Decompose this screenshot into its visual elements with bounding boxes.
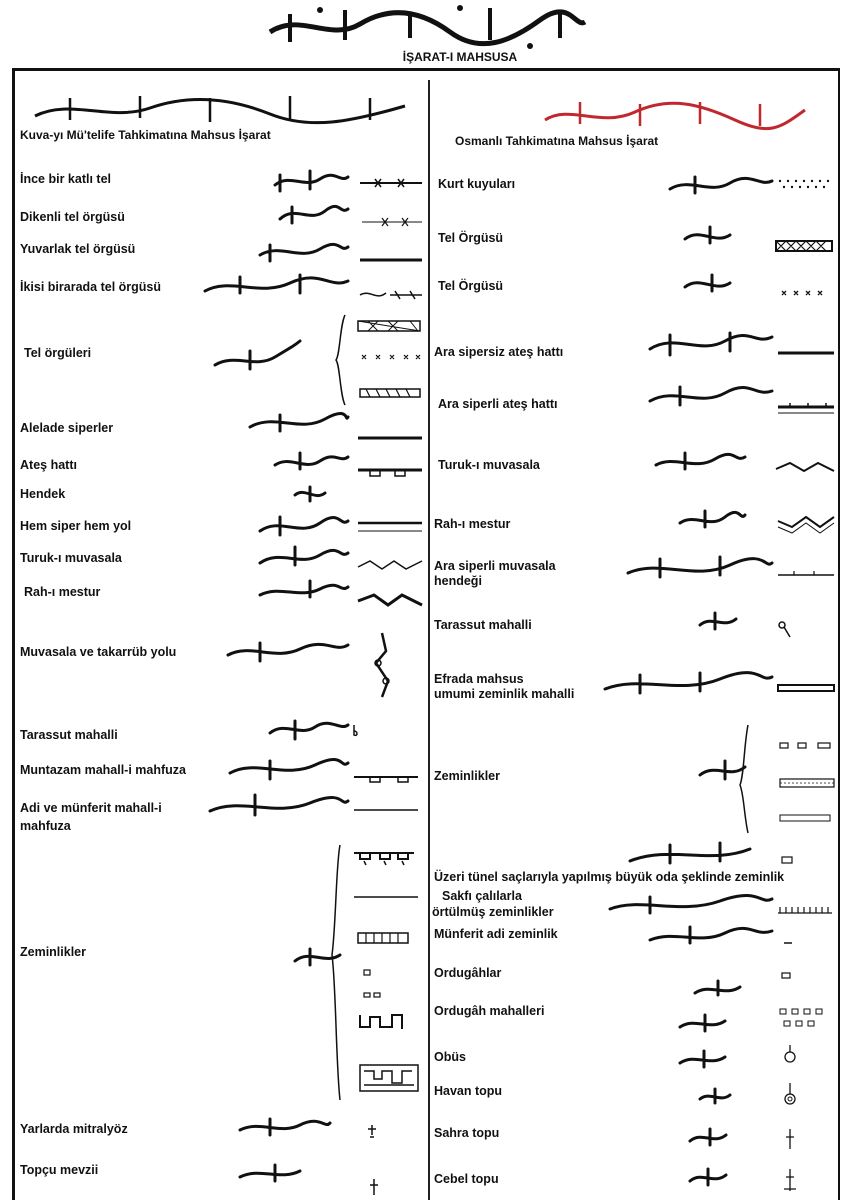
legend-label: Dikenli tel örgüsü xyxy=(20,210,125,224)
legend-label: Ara siperli muvasala xyxy=(434,559,556,573)
legend-label: Rah-ı mestur xyxy=(24,585,101,599)
legend-label: Turuk-ı muvasala xyxy=(438,458,540,472)
legend-label: Havan topu xyxy=(434,1084,503,1098)
legend-label: örtülmüş zeminlikler xyxy=(432,905,554,919)
legend-label: Kurt kuyuları xyxy=(438,177,516,191)
legend-label: Hendek xyxy=(20,487,66,501)
legend-label: Topçu mevzii xyxy=(20,1163,99,1177)
legend-label: Ara sipersiz ateş hattı xyxy=(434,345,564,359)
legend-label: Tel Örgüsü xyxy=(438,231,504,245)
legend-label: Sahra topu xyxy=(434,1126,500,1140)
legend-label: mahfuza xyxy=(20,819,71,833)
legend-label: Tarassut mahalli xyxy=(434,618,532,632)
table-frame-right xyxy=(838,68,840,1200)
legend-label: Tarassut mahalli xyxy=(20,728,118,742)
legend-label: İnce bir katlı tel xyxy=(20,172,112,186)
legend-label: Ateş hattı xyxy=(20,458,77,472)
legend-label: Adi ve münferit mahall-i xyxy=(20,801,162,815)
legend-label: umumi zeminlik mahalli xyxy=(434,687,575,701)
legend-label: hendeği xyxy=(434,574,482,588)
legend-label: Obüs xyxy=(434,1050,466,1064)
right-ottoman-calligraphy xyxy=(600,165,775,1200)
page-title: İŞARAT-I MAHSUSA xyxy=(402,50,518,64)
legend-label: Sakfı çalılarla xyxy=(442,889,522,903)
legend-label: Muntazam mahall-i mahfuza xyxy=(20,763,186,777)
left-heading-calligraphy xyxy=(30,92,410,128)
legend-label: Ordugâhlar xyxy=(434,966,502,980)
legend-label: Hem siper hem yol xyxy=(20,519,132,533)
ottoman-title-calligraphy xyxy=(260,2,590,50)
right-map-symbols xyxy=(770,165,836,1200)
column-divider xyxy=(428,80,430,1200)
legend-label: Yuvarlak tel örgüsü xyxy=(20,242,136,256)
legend-label: Ordugâh mahalleri xyxy=(434,1004,545,1018)
right-column-heading: Osmanlı Tahkimatına Mahsus İşarat xyxy=(455,134,659,148)
legend-label: Yarlarda mitralyöz xyxy=(20,1122,128,1136)
legend-label: Üzeri tünel saçlarıyla yapılmış büyük oda şeklinde zeminlik xyxy=(434,870,785,884)
legend-label: Cebel topu xyxy=(434,1172,499,1186)
legend-label: Zeminlikler xyxy=(20,945,86,959)
legend-label: Alelade siperler xyxy=(20,421,114,435)
table-frame-left xyxy=(12,68,15,1200)
legend-label: Muvasala ve takarrüb yolu xyxy=(20,645,177,659)
legend-label: Turuk-ı muvasala xyxy=(20,551,122,565)
left-column-heading: Kuva-yı Mü'telife Tahkimatına Mahsus İşarat xyxy=(20,128,271,142)
legend-label: Tel Örgüsü xyxy=(438,279,504,293)
legend-label: Efrada mahsus xyxy=(434,672,524,686)
legend-label: Zeminlikler xyxy=(434,769,500,783)
legend-label: Ara siperli ateş hattı xyxy=(438,397,558,411)
legend-label: Rah-ı mestur xyxy=(434,517,511,531)
legend-label: Tel örgüleri xyxy=(24,346,92,360)
left-ottoman-calligraphy xyxy=(200,165,350,1200)
legend-label: Münferit adi zeminlik xyxy=(434,927,558,941)
legend-label: İkisi birarada tel örgüsü xyxy=(20,280,162,294)
left-map-symbols xyxy=(340,165,425,1200)
right-heading-calligraphy xyxy=(540,98,810,134)
